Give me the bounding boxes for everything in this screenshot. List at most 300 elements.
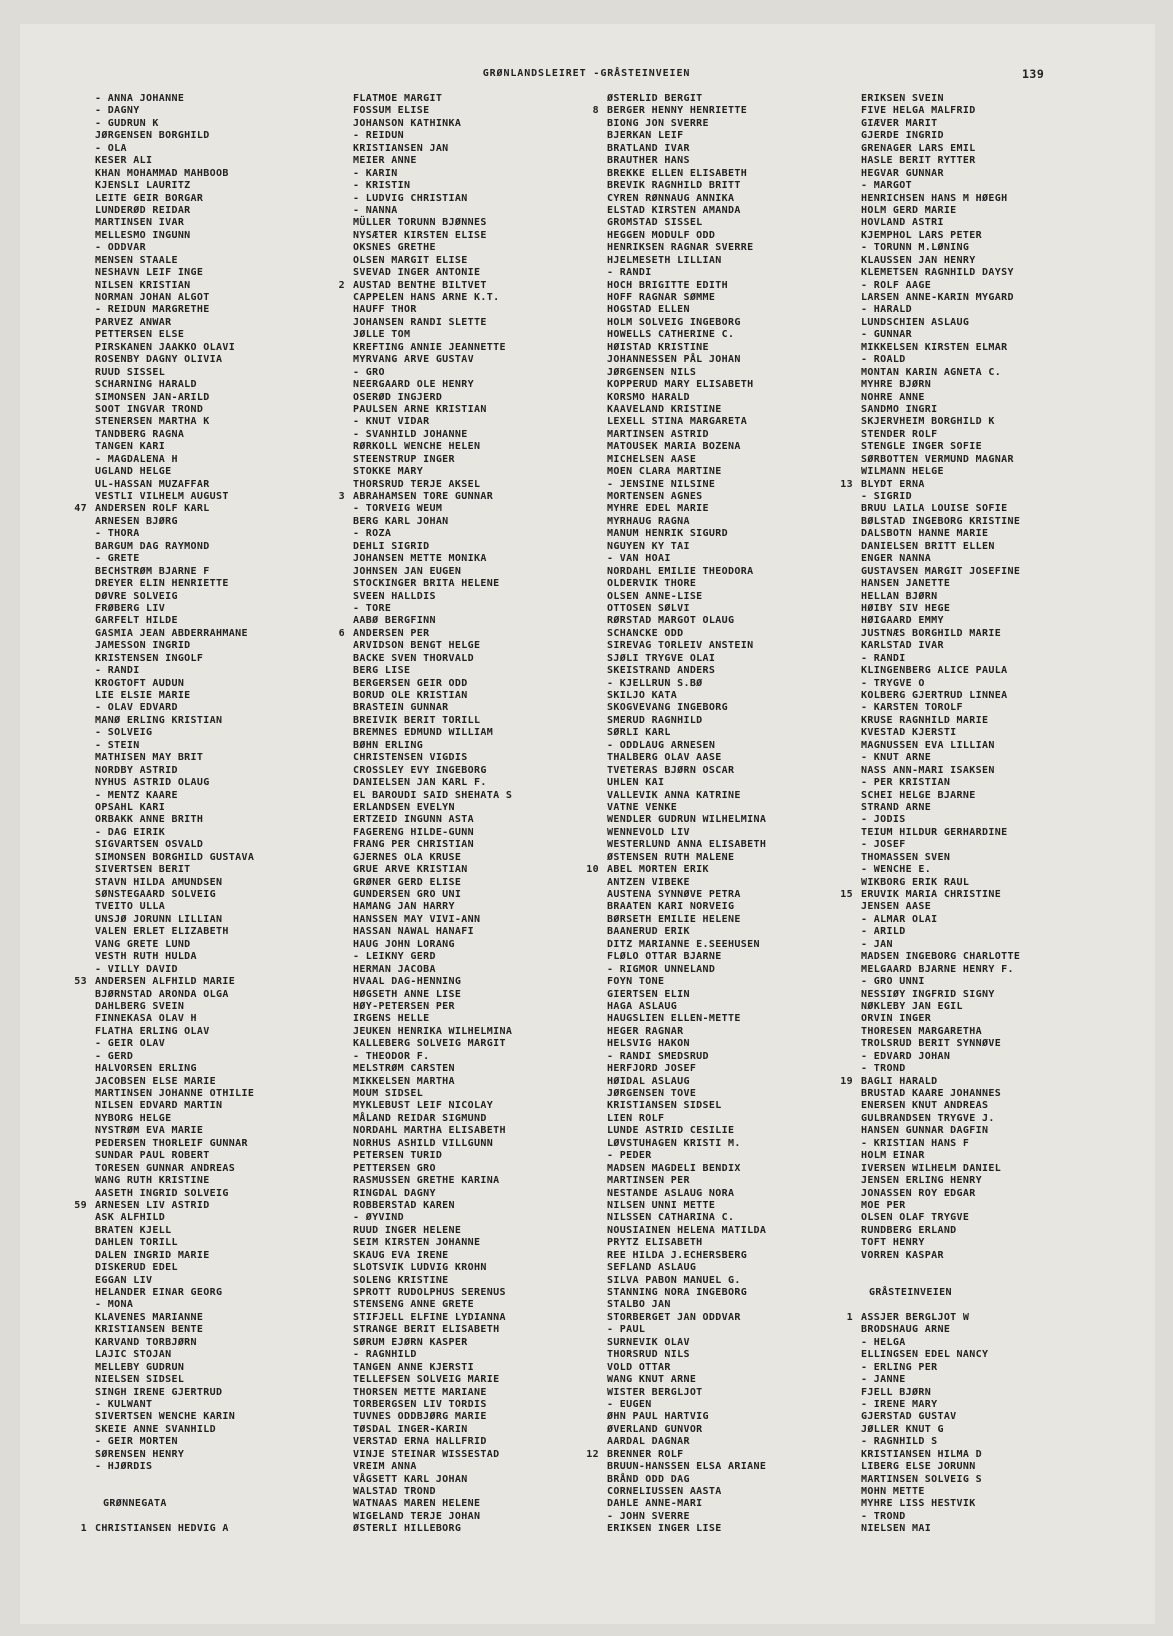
resident-name: GRUE ARVE KRISTIAN (353, 864, 468, 876)
resident-name: PETERSEN TURID (353, 1150, 443, 1162)
resident-name: HASSAN NAWAL HANAFI (353, 926, 475, 938)
directory-entry (353, 1387, 512, 1399)
directory-entry (607, 1225, 766, 1237)
directory-entry (607, 1113, 766, 1125)
directory-entry (353, 1150, 512, 1162)
directory-entry (607, 528, 766, 540)
directory-entry (95, 317, 254, 329)
resident-name: ERIKSEN SVEIN (861, 93, 944, 104)
directory-entry (861, 939, 1020, 951)
directory-entry (607, 429, 766, 441)
resident-name: HASLE BERIT RYTTER (861, 155, 976, 167)
directory-entry (95, 727, 254, 739)
directory-entry (353, 1250, 512, 1262)
directory-entry (95, 665, 254, 677)
resident-name: MOEN CLARA MARTINE (607, 466, 722, 478)
resident-name: NEERGAARD OLE HENRY (353, 379, 475, 391)
house-number: 12 (586, 1448, 599, 1460)
resident-name: JØRGENSEN BORGHILD (95, 130, 210, 142)
house-number: 2 (338, 279, 345, 291)
resident-name: LUNDERØD REIDAR (95, 204, 191, 216)
resident-name: SIMONSEN JAN-ARILD (95, 391, 210, 403)
directory-entry (861, 1001, 1020, 1013)
directory-entry (592, 105, 766, 117)
resident-name: ABEL MORTEN ERIK (607, 864, 709, 876)
directory-entry (95, 889, 254, 901)
resident-name: HAGA ASLAUG (607, 1000, 678, 1012)
resident-name: MADSEN INGEBORG CHARLOTTE (861, 951, 1021, 963)
street-heading: GRØNNEGATA (103, 1498, 167, 1510)
directory-entry (95, 516, 254, 528)
resident-name: RØRKOLL WENCHE HELEN (353, 441, 481, 453)
directory-entry (95, 914, 254, 926)
resident-name: HOFF RAGNAR SØMME (607, 292, 716, 303)
directory-entry (861, 1113, 1020, 1125)
resident-name: BAGLI HARALD (861, 1075, 938, 1087)
directory-entry (353, 180, 512, 192)
resident-name: FIVE HELGA MALFRID (861, 105, 976, 117)
directory-entry (353, 205, 512, 217)
directory-entry (95, 454, 254, 466)
directory-entry (861, 1250, 1020, 1262)
resident-name: JØLLE TOM (353, 329, 411, 341)
resident-name: MELLESMO INGUNN (95, 229, 191, 241)
resident-name: KARLSTAD IVAR (861, 640, 944, 652)
resident-name: AABØ BERGFINN (353, 615, 436, 627)
directory-entry (95, 479, 254, 491)
directory-entry (861, 180, 1020, 192)
resident-name: SØRENSEN HENRY (95, 1448, 185, 1460)
house-number: 13 (840, 478, 853, 490)
directory-entry (861, 292, 1020, 304)
resident-name: SANDMO INGRI (861, 403, 938, 415)
directory-entry (607, 1026, 766, 1038)
directory-entry (95, 790, 254, 802)
resident-name: DEHLI SIGRID (353, 540, 430, 552)
resident-name: NILSEN UNNI METTE (607, 1199, 716, 1211)
resident-name: VALEN ERLET ELIZABETH (95, 926, 229, 938)
directory-entry (861, 914, 1020, 926)
resident-name: SKAUG EVA IRENE (353, 1249, 449, 1261)
resident-name: - THORA (95, 528, 140, 540)
resident-name: SKJERVHEIM BORGHILD K (861, 416, 995, 428)
directory-entry (861, 118, 1020, 130)
directory-entry (353, 1337, 512, 1349)
directory-entry (861, 404, 1020, 416)
directory-entry (353, 951, 512, 963)
directory-entry (861, 591, 1020, 603)
directory-entry (607, 1275, 766, 1287)
directory-entry (846, 1311, 1020, 1324)
resident-name: JEUKEN HENRIKA WILHELMINA (353, 1025, 513, 1037)
resident-name: DANIELSEN JAN KARL F. (353, 777, 487, 789)
resident-name: LIE ELSIE MARIE (95, 690, 191, 701)
resident-name: - DAGNY (95, 105, 140, 117)
directory-entry (353, 1163, 512, 1175)
resident-name: KRISTIANSEN SIDSEL (607, 1100, 722, 1112)
directory-entry (840, 1075, 1020, 1088)
resident-name: SCHARNING HARALD (95, 379, 197, 391)
resident-name: HENRICHSEN HANS M HØEGH (861, 192, 1008, 204)
directory-entry (353, 1088, 512, 1100)
resident-name: DISKERUD EDEL (95, 1262, 178, 1274)
resident-name: DAHLBERG SVEIN (95, 1000, 185, 1012)
directory-entry (95, 1113, 254, 1125)
resident-name: - TORE (353, 602, 392, 614)
resident-name: - ROALD (861, 354, 906, 366)
resident-name: GIÆVER MARIT (861, 117, 938, 129)
directory-entry (353, 615, 512, 627)
resident-name: - SIGRID (861, 491, 912, 502)
resident-name: MOHN METTE (861, 1486, 925, 1497)
resident-name: GRØNER GERD ELISE (353, 876, 462, 888)
resident-name: TANDBERG RAGNA (95, 428, 185, 440)
resident-name: ROBBERSTAD KAREN (353, 1199, 455, 1211)
house-number: 1 (80, 1523, 87, 1535)
directory-entry (353, 392, 512, 404)
resident-name: VÅGSETT KARL JOHAN (353, 1473, 468, 1485)
resident-name: - GRO UNNI (861, 976, 925, 988)
directory-entry (95, 143, 254, 155)
resident-name: HELSVIG HAKON (607, 1038, 690, 1050)
resident-name: HANSEN JANETTE (861, 578, 951, 590)
resident-name: MORTENSEN AGNES (607, 491, 703, 502)
directory-entry (861, 392, 1020, 404)
resident-name: ØSTERLID BERGIT (607, 93, 703, 104)
resident-name: TELLEFSEN SOLVEIG MARIE (353, 1374, 500, 1386)
directory-entry (607, 404, 766, 416)
resident-name: - GEIR MORTEN (95, 1436, 178, 1448)
directory-entry (861, 926, 1020, 938)
resident-name: MYHRE EDEL MARIE (607, 503, 709, 515)
directory-entry (607, 1188, 766, 1200)
directory-entry (95, 329, 254, 341)
directory-entry (607, 1299, 766, 1311)
directory-entry (95, 155, 254, 167)
resident-name: FLØLO OTTAR BJARNE (607, 951, 722, 963)
resident-name: CYREN RØNNAUG ANNIKA (607, 192, 735, 204)
resident-name: CHRISTENSEN VIGDIS (353, 752, 468, 764)
house-number: 47 (74, 503, 87, 515)
resident-name: NYHUS ASTRID OLAUG (95, 777, 210, 789)
directory-entry (353, 155, 512, 167)
resident-name: - JODIS (861, 814, 906, 826)
resident-name: ASSJER BERGLJOT W (861, 1311, 970, 1323)
directory-entry (607, 653, 766, 665)
resident-name: ARVIDSON BENGT HELGE (353, 640, 481, 652)
resident-name: LUNDSCHIEN ASLAUG (861, 316, 970, 328)
resident-name: VATNE VENKE (607, 801, 678, 813)
resident-name: - KNUT ARNE (861, 752, 932, 764)
resident-name: MYKLEBUST LEIF NICOLAY (353, 1100, 494, 1112)
directory-entry (95, 1486, 254, 1498)
directory-entry (353, 1374, 512, 1386)
directory-entry (95, 740, 254, 752)
directory-entry (353, 1212, 512, 1224)
resident-name: AUSTAD BENTHE BILTVET (353, 279, 487, 291)
directory-entry (95, 292, 254, 304)
directory-entry (607, 690, 766, 702)
directory-entry (95, 466, 254, 478)
resident-name: HVAAL DAG-HENNING (353, 976, 462, 988)
directory-entry (861, 1349, 1020, 1361)
directory-entry (95, 1038, 254, 1050)
resident-name: FRANG PER CHRISTIAN (353, 839, 475, 851)
resident-name: KHAN MOHAMMAD MAHBOOB (95, 167, 229, 179)
directory-entry (607, 752, 766, 764)
directory-entry (861, 1100, 1020, 1112)
resident-name: STRAND ARNE (861, 801, 932, 813)
directory-entry (607, 1163, 766, 1175)
directory-entry (861, 1337, 1020, 1349)
resident-name: - TROND (861, 1063, 906, 1075)
resident-name: OTTOSEN SØLVI (607, 602, 690, 614)
resident-name: DØVRE SOLVEIG (95, 590, 178, 602)
resident-name: - KRISTIAN HANS F (861, 1137, 970, 1149)
directory-entry (607, 964, 766, 976)
resident-name: SØRLI KARL (607, 727, 671, 739)
directory-entry (95, 1250, 254, 1262)
directory-entry (353, 1498, 512, 1510)
resident-name: FJELL BJØRN (861, 1386, 932, 1398)
resident-name: TØSDAL INGER-KARIN (353, 1423, 468, 1435)
resident-name: - TROND (861, 1510, 906, 1522)
directory-entry (861, 989, 1020, 1001)
directory-entry (353, 105, 512, 117)
directory-entry (353, 640, 512, 652)
resident-name: BRATEN KJELL (95, 1224, 172, 1236)
resident-name: KLAUSSEN JAN HENRY (861, 254, 976, 266)
directory-entry (95, 1013, 254, 1025)
resident-name: VINJE STEINAR WISSESTAD (353, 1448, 500, 1460)
resident-name: ANDERSEN PER (353, 627, 430, 639)
resident-name: AUSTENA SYNNØVE PETRA (607, 889, 741, 900)
resident-name: MANUM HENRIK SIGURD (607, 528, 729, 540)
directory-entry (353, 752, 512, 764)
resident-name: LIEN ROLF (607, 1112, 665, 1124)
resident-name: BRAUTHER HANS (607, 155, 690, 167)
directory-entry (353, 926, 512, 938)
directory-entry (607, 304, 766, 316)
resident-name: - PEDER (607, 1150, 652, 1162)
directory-entry (861, 839, 1020, 851)
directory-entry (607, 1212, 766, 1224)
resident-name: HAUFF THOR (353, 304, 417, 316)
resident-name: FINNEKASA OLAV H (95, 1013, 197, 1025)
directory-entry (95, 105, 254, 117)
directory-entry (95, 1026, 254, 1038)
directory-entry (861, 304, 1020, 316)
directory-entry (353, 1225, 512, 1237)
directory-entry (861, 1237, 1020, 1249)
resident-name: BRÅND ODD DAG (607, 1473, 690, 1485)
directory-entry (353, 1100, 512, 1112)
directory-entry (607, 1051, 766, 1063)
directory-entry (861, 1262, 1020, 1274)
resident-name: - GRO (353, 366, 385, 378)
resident-name: OLDERVIK THORE (607, 578, 697, 590)
directory-entry (353, 914, 512, 926)
resident-name: BRODSHAUG ARNE (861, 1324, 951, 1336)
directory-entry (353, 1063, 512, 1075)
resident-name: TANGEN ANNE KJERSTI (353, 1361, 475, 1373)
directory-entry (95, 1188, 254, 1200)
resident-name: GULBRANDSEN TRYGVE J. (861, 1112, 995, 1124)
directory-entry (95, 1474, 254, 1486)
resident-name: GRENAGER LARS EMIL (861, 142, 976, 154)
resident-name: MONTAN KARIN AGNETA C. (861, 366, 1002, 378)
resident-name: KORSMO HARALD (607, 391, 690, 403)
resident-name: PETTERSEN ELSE (95, 329, 185, 341)
directory-entry (607, 379, 766, 391)
resident-name: LARSEN ANNE-KARIN MYGARD (861, 292, 1014, 303)
directory-entry (607, 1312, 766, 1324)
resident-name: UGLAND HELGE (95, 466, 172, 478)
resident-name: - GUNNAR (861, 329, 912, 341)
directory-entry (353, 1436, 512, 1448)
directory-entry (353, 989, 512, 1001)
resident-name: MÜLLER TORUNN BJØNNES (353, 217, 487, 229)
resident-name: NOHRE ANNE (861, 391, 925, 403)
directory-entry (95, 653, 254, 665)
directory-entry (607, 354, 766, 366)
resident-name: MADSEN MAGDELI BENDIX (607, 1162, 741, 1174)
resident-name: HAUG JOHN LORANG (353, 938, 455, 950)
resident-name: LEXELL STINA MARGARETA (607, 416, 748, 428)
resident-name: NØKLEBY JAN EGIL (861, 1000, 963, 1012)
directory-entry (861, 1436, 1020, 1448)
directory-entry (607, 1436, 766, 1448)
directory-entry (861, 242, 1020, 254)
directory-entry (861, 1498, 1020, 1510)
directory-entry (95, 1436, 254, 1448)
resident-name: HOLM EINAR (861, 1150, 925, 1162)
directory-entry (861, 367, 1020, 379)
resident-name: KJENSLI LAURITZ (95, 180, 191, 192)
resident-name: - EUGEN (607, 1398, 652, 1410)
resident-name: SEFLAND ASLAUG (607, 1262, 697, 1274)
resident-name: WENNEVOLD LIV (607, 826, 690, 838)
directory-entry (95, 304, 254, 316)
resident-name: NASS ANN-MARI ISAKSEN (861, 764, 995, 776)
directory-entry (95, 93, 254, 105)
resident-name: TANGEN KARI (95, 441, 166, 453)
resident-name: JOHANSEN METTE MONIKA (353, 553, 487, 565)
resident-name: KESER ALI (95, 155, 153, 167)
directory-entry (353, 292, 512, 304)
directory-entry (95, 217, 254, 229)
directory-entry (353, 379, 512, 391)
resident-name: SKEIE ANNE SVANHILD (95, 1423, 217, 1435)
resident-name: SINGH IRENE GJERTRUD (95, 1386, 223, 1398)
directory-entry (74, 1199, 254, 1212)
resident-name: RASMUSSEN GRETHE KARINA (353, 1175, 500, 1187)
directory-entry (861, 1225, 1020, 1237)
resident-name: BØHN ERLING (353, 739, 424, 751)
resident-name: MARTINSEN PER (607, 1175, 690, 1187)
resident-name: DAHLE ANNE-MARI (607, 1498, 703, 1510)
directory-entry (607, 678, 766, 690)
resident-name: TUVNES ODDBJØRG MARIE (353, 1411, 487, 1423)
resident-name: LIBERG ELSE JORUNN (861, 1461, 976, 1473)
directory-entry (607, 1374, 766, 1386)
directory-entry (861, 516, 1020, 528)
resident-name: DALEN INGRID MARIE (95, 1249, 210, 1261)
resident-name: - STEIN (95, 739, 140, 751)
directory-entry (607, 503, 766, 515)
resident-name: FOYN TONE (607, 976, 665, 988)
directory-entry (861, 976, 1020, 988)
directory-entry (353, 1200, 512, 1212)
resident-name: SOOT INGVAR TROND (95, 403, 204, 415)
resident-name: JAMESSON INGRID (95, 640, 191, 652)
directory-entry (607, 1125, 766, 1137)
resident-name: THALBERG OLAV AASE (607, 752, 722, 764)
resident-name: WESTERLUND ANNA ELISABETH (607, 839, 767, 851)
directory-entry (95, 1511, 254, 1523)
resident-name: - KULWANT (95, 1398, 153, 1410)
resident-name: VESTLI VILHELM AUGUST (95, 491, 229, 502)
directory-entry (861, 416, 1020, 428)
directory-entry (607, 665, 766, 677)
resident-name: TORESEN GUNNAR ANDREAS (95, 1162, 236, 1174)
directory-entry (861, 1374, 1020, 1386)
resident-name: EL BAROUDI SAID SHEHATA S (353, 789, 513, 801)
resident-name: AASETH INGRID SOLVEIG (95, 1187, 229, 1199)
directory-entry (861, 1287, 1020, 1299)
resident-name: SMERUD RAGNHILD (607, 714, 703, 726)
resident-name: MEIER ANNE (353, 155, 417, 167)
directory-entry (338, 279, 512, 292)
directory-entry (861, 280, 1020, 292)
directory-entry (95, 1498, 254, 1510)
directory-entry (607, 926, 766, 938)
directory-entry (861, 379, 1020, 391)
resident-name: FRØBERG LIV (95, 602, 166, 614)
resident-name: BRAATEN KARI NORVEIG (607, 901, 735, 913)
resident-name: - HJØRDIS (95, 1461, 153, 1473)
directory-entry (353, 777, 512, 789)
directory-entry (95, 1076, 254, 1088)
resident-name: SCHEI HELGE BJARNE (861, 789, 976, 801)
resident-name: - OLAV EDVARD (95, 702, 178, 714)
resident-name: - ALMAR OLAI (861, 913, 938, 925)
directory-column-3 (586, 93, 767, 1536)
directory-entry (95, 1387, 254, 1399)
directory-entry (353, 765, 512, 777)
directory-entry (607, 777, 766, 789)
resident-name: JOHANSON KATHINKA (353, 117, 462, 129)
directory-entry (353, 1262, 512, 1274)
resident-name: BECHSTRØM BJARNE F (95, 565, 210, 577)
directory-entry (353, 1486, 512, 1498)
directory-entry (95, 1424, 254, 1436)
directory-entry (607, 342, 766, 354)
directory-entry (95, 578, 254, 590)
directory-entry (861, 864, 1020, 876)
directory-entry (95, 1063, 254, 1075)
resident-name: ORBAKK ANNE BRITH (95, 814, 204, 826)
resident-name: HOLM SOLVEIG INGEBORG (607, 316, 741, 328)
resident-name: HEGGEN MODULF ODD (607, 229, 716, 241)
directory-entry (861, 790, 1020, 802)
directory-entry (861, 827, 1020, 839)
resident-name: PRYTZ ELISABETH (607, 1237, 703, 1249)
resident-name: HELANDER EINAR GEORG (95, 1287, 223, 1298)
resident-name: - SVANHILD JOHANNE (353, 428, 468, 440)
resident-name: UL-HASSAN MUZAFFAR (95, 478, 210, 490)
directory-entry (353, 1511, 512, 1523)
